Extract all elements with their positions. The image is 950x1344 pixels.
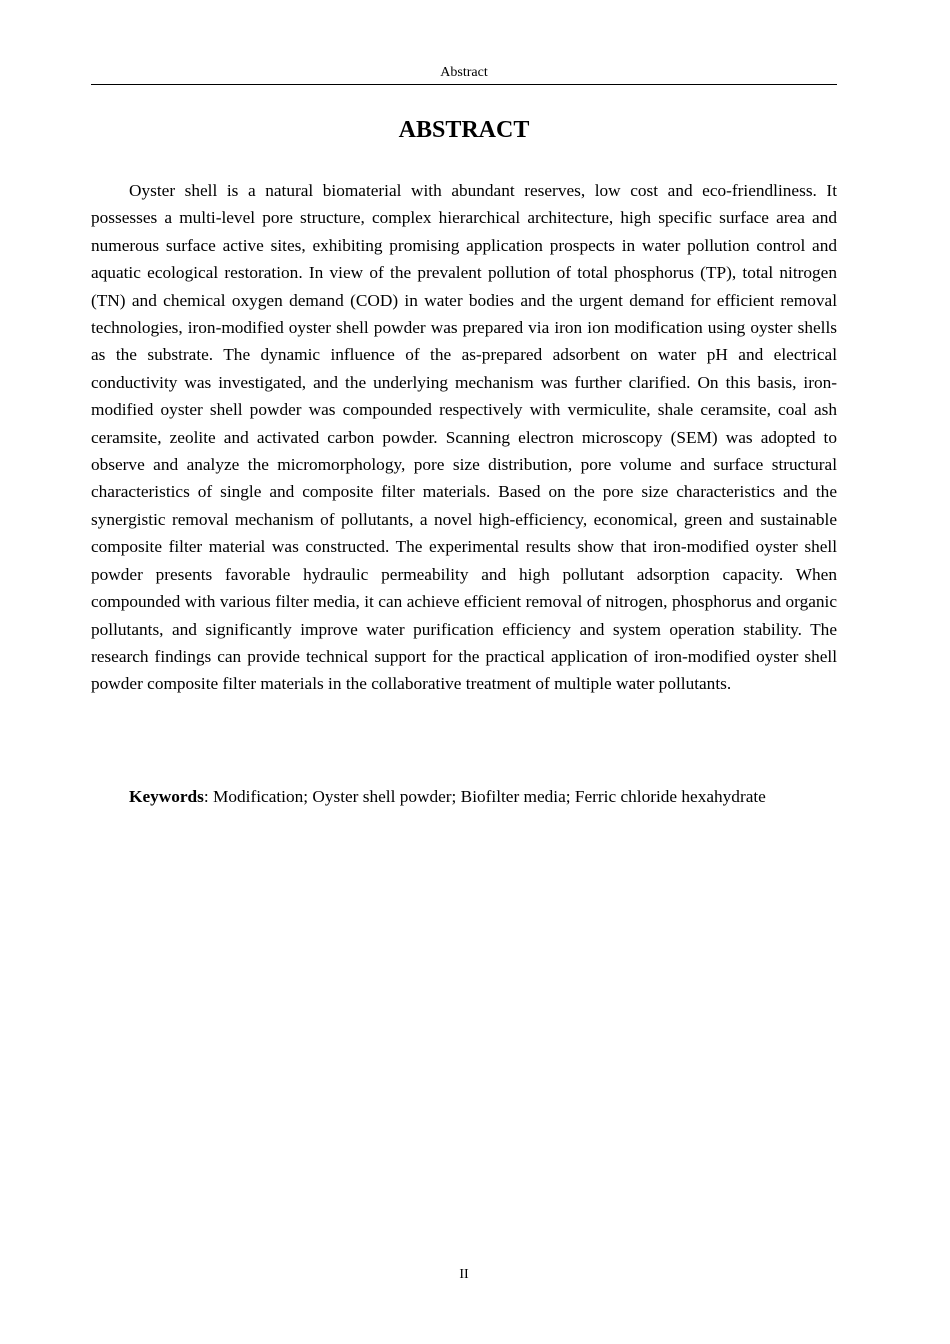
abstract-paragraph: Oyster shell is a natural biomaterial with abundant reserves, low cost and eco-friendliness. It possesses a multi-level pore structure, complex hierarchical architecture, high specific surface area and numerous surface active sites, exhibiting promising application prospects in water pollution control and aquatic ecological restoration. In view of the prevalent pollution of total phosphorus (TP), total nitrogen (TN) and chemical oxygen demand (COD) in water bodies and the urgent demand for efficient removal technologies, iron-modified oyster shell powder was prepared via iron ion modification using oyster shells as the substrate. The dynamic influence of the as-prepared adsorbent on water pH and electrical conductivity was investigated, and the underlying mechanism was further clarified. On this basis, iron-modified oyster shell powder was compounded respectively with vermiculite, shale ceramsite, coal ash ceramsite, zeolite and activated carbon powder. Scanning electron microscopy (SEM) was adopted to observe and analyze the micromorphology, pore size distribution, pore volume and surface structural characteristics of single and composite filter materials. Based on the pore size characteristics and the synergistic removal mechanism of pollutants, a novel high-efficiency, economical, green and sustainable composite filter material was constructed. The experimental results show that iron-modified oyster shell powder presents favorable hydraulic permeability and high pollutant adsorption capacity. When compounded with various filter media, it can achieve efficient removal of nitrogen, phosphorus and organic pollutants, and significantly improve water purification efficiency and system operation stability. The research findings can provide technical support for the practical application of iron-modified oyster shell powder composite filter materials in the collaborative treatment of multiple water pollutants. [91,181,837,694]
page-title: ABSTRACT [398,117,530,143]
keywords-line [91,783,837,810]
keywords-label: Keywords [129,787,204,806]
keywords-text: Modification; Oyster shell powder; Biofilter media; Ferric chloride hexahydrate [213,787,766,806]
running-header: Abstract [440,65,488,80]
keywords-separator: : [203,787,214,806]
page-number: II [459,1267,469,1282]
header-rule [91,84,837,85]
